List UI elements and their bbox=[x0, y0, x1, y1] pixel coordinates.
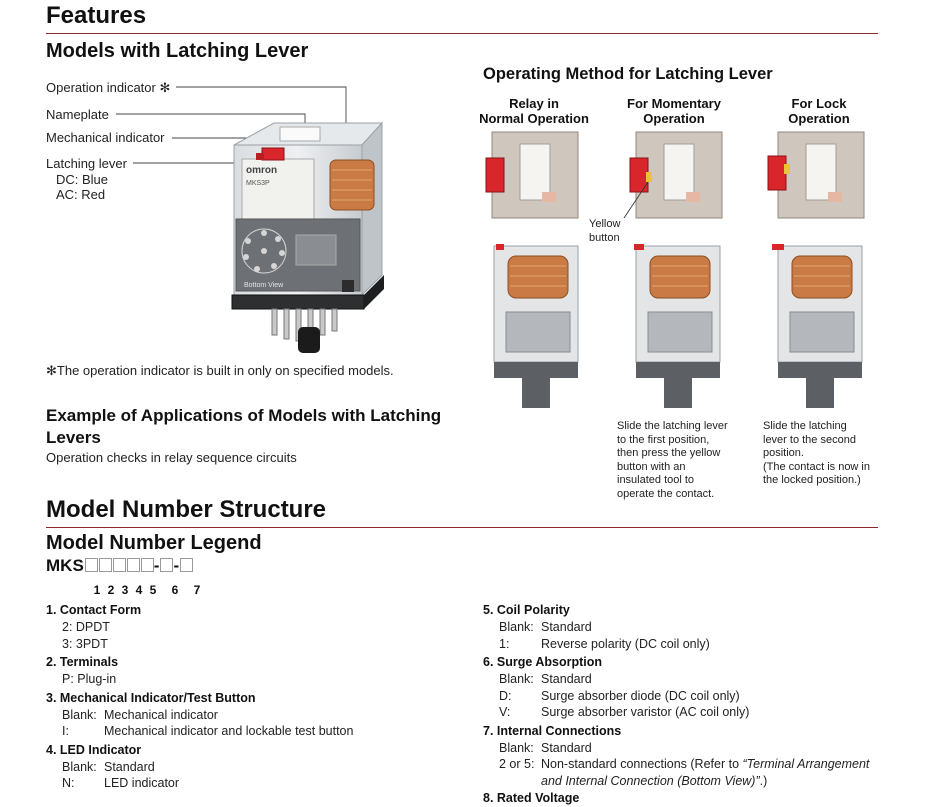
legend-meaning: Surge absorber diode (DC coil only) bbox=[541, 688, 740, 703]
legend-code: Blank: bbox=[499, 620, 534, 634]
legend-section-mechanical-indicator bbox=[46, 689, 466, 740]
legend-meaning: Mechanical indicator bbox=[104, 707, 218, 722]
code-box bbox=[113, 558, 126, 572]
code-digit: 2 bbox=[107, 583, 115, 597]
desc-lock-line: lever to the second bbox=[763, 433, 856, 446]
relay-side-views bbox=[486, 242, 886, 414]
internal-note-end: .) bbox=[759, 773, 768, 788]
desc-lock-line: (The contact is now in bbox=[763, 460, 870, 473]
code-digit: 4 bbox=[135, 583, 143, 597]
legend-item bbox=[483, 740, 903, 757]
code-box bbox=[85, 558, 98, 572]
legend-meaning: Standard bbox=[541, 620, 592, 634]
legend-code: V: bbox=[499, 705, 511, 719]
legend-code: N: bbox=[62, 776, 75, 790]
code-box bbox=[99, 558, 112, 572]
legend-heading: 1. Contact Form bbox=[46, 603, 142, 617]
model-code bbox=[46, 556, 193, 576]
col-normal-header bbox=[470, 96, 598, 126]
code-digit: 1 bbox=[93, 583, 101, 597]
operating-method-title: Operating Method for Latching Lever bbox=[483, 65, 773, 83]
legend-item bbox=[483, 688, 903, 705]
legend-meaning: LED indicator bbox=[104, 776, 180, 790]
col-momentary-header bbox=[610, 96, 738, 126]
legend-code: 1: bbox=[499, 636, 510, 651]
code-box bbox=[160, 558, 173, 572]
legend-meaning-wrap bbox=[541, 756, 881, 789]
callout-operation-indicator: Operation indicator ✻ bbox=[46, 80, 171, 95]
legend-heading: 7. Internal Connections bbox=[483, 723, 622, 738]
desc-lock-line: position. bbox=[763, 447, 804, 460]
desc-momentary bbox=[617, 420, 757, 502]
relay-brand-text: omron bbox=[246, 165, 278, 176]
col-lock-header bbox=[755, 96, 883, 126]
applications-title-line1: Example of Applications of Models with Latching bbox=[46, 406, 442, 425]
legend-heading: 5. Coil Polarity bbox=[483, 603, 570, 617]
desc-momentary-line: insulated tool to bbox=[617, 474, 695, 487]
legend-section-terminals bbox=[46, 653, 466, 688]
legend-heading: 3. Mechanical Indicator/Test Button bbox=[46, 690, 256, 705]
features-title: Features bbox=[46, 2, 147, 29]
legend-code: I: bbox=[62, 724, 69, 738]
legend-heading: 2. Terminals bbox=[46, 655, 119, 669]
legend-section-led-indicator bbox=[46, 741, 466, 792]
legend-right-column bbox=[483, 601, 903, 805]
desc-momentary-line: then press the yellow bbox=[617, 447, 721, 460]
desc-momentary-line: Slide the latching lever bbox=[617, 420, 728, 432]
legend-item bbox=[483, 671, 903, 688]
legend-item: P: Plug-in bbox=[62, 672, 117, 686]
desc-lock bbox=[763, 420, 903, 488]
legend-code: 2 or 5: bbox=[499, 757, 535, 771]
callout-ac-red: AC: Red bbox=[56, 187, 106, 202]
legend-meaning: Surge absorber varistor (AC coil only) bbox=[541, 705, 750, 719]
legend-meaning: Standard bbox=[104, 759, 155, 774]
desc-lock-line: Slide the latching bbox=[763, 420, 847, 432]
relay-main-image bbox=[222, 115, 392, 357]
relay-bottom-view-text: Bottom View bbox=[244, 282, 284, 289]
code-digit: 5 bbox=[149, 583, 157, 597]
col-momentary-head-1: For Momentary bbox=[627, 96, 721, 111]
legend-item bbox=[483, 619, 903, 636]
legend-heading: 4. LED Indicator bbox=[46, 742, 142, 757]
legend-item: 3: 3PDT bbox=[62, 636, 108, 651]
code-dash: - bbox=[173, 556, 180, 575]
legend-code: Blank: bbox=[499, 672, 534, 686]
legend-item: 2: DPDT bbox=[62, 620, 110, 634]
col-momentary-head-2: Operation bbox=[643, 111, 705, 126]
legend-heading-rated-voltage: 8. Rated Voltage bbox=[483, 791, 580, 805]
legend-section-coil-polarity bbox=[483, 601, 903, 652]
code-box bbox=[127, 558, 140, 572]
legend-left-column bbox=[46, 601, 466, 792]
relay-top-lock bbox=[768, 132, 864, 218]
legend-item bbox=[46, 775, 466, 792]
legend-meaning: Mechanical indicator and lockable test button bbox=[104, 724, 354, 738]
legend-item bbox=[46, 707, 466, 724]
legend-section-surge-absorption bbox=[483, 653, 903, 721]
callout-dc-blue: DC: Blue bbox=[56, 172, 109, 187]
applications-title-line2: Levers bbox=[46, 428, 101, 447]
code-box bbox=[141, 558, 154, 572]
relay-model-text: MKS3P bbox=[246, 180, 270, 187]
col-lock-head-1: For Lock bbox=[791, 96, 847, 111]
desc-momentary-line: to the first position, bbox=[617, 433, 710, 446]
legend-meaning: Standard bbox=[541, 672, 592, 686]
legend-item bbox=[483, 636, 903, 653]
code-digit: 6 bbox=[171, 583, 179, 597]
relay-top-views bbox=[486, 130, 886, 222]
yellow-button-line1: Yellow bbox=[589, 218, 621, 230]
code-digit: 7 bbox=[193, 583, 201, 597]
code-box bbox=[180, 558, 193, 572]
col-normal-head-1: Relay in bbox=[509, 96, 559, 111]
operation-indicator-footnote: ✻The operation indicator is built in only on specified models. bbox=[46, 363, 394, 378]
model-prefix: MKS bbox=[46, 556, 84, 575]
models-latching-title: Models with Latching Lever bbox=[46, 40, 309, 62]
callout-mechanical-indicator: Mechanical indicator bbox=[46, 130, 165, 145]
legend-section-internal-connections bbox=[483, 722, 903, 790]
callout-nameplate: Nameplate bbox=[46, 107, 109, 122]
legend-item bbox=[46, 723, 466, 740]
legend-heading: 6. Surge Absorption bbox=[483, 655, 602, 669]
legend-section-contact-form bbox=[46, 601, 466, 652]
internal-note-italic: “Terminal Arrangement and Internal Connection (Bottom View)” bbox=[541, 757, 870, 788]
desc-momentary-line: operate the contact. bbox=[617, 487, 715, 500]
applications-text: Operation checks in relay sequence circuits bbox=[46, 450, 297, 465]
legend-code: D: bbox=[499, 688, 512, 703]
legend-meaning: Reverse polarity (DC coil only) bbox=[541, 636, 710, 651]
legend-item bbox=[483, 756, 903, 789]
legend-item bbox=[46, 759, 466, 776]
relay-top-normal bbox=[486, 132, 578, 218]
yellow-button-line2: button bbox=[589, 231, 620, 244]
legend-meaning: Standard bbox=[541, 740, 592, 755]
desc-momentary-line: button with an bbox=[617, 460, 686, 473]
legend-code: Blank: bbox=[62, 759, 97, 774]
legend-item bbox=[483, 704, 903, 721]
callout-latching-lever: Latching lever bbox=[46, 156, 127, 171]
legend-code: Blank: bbox=[499, 740, 534, 755]
col-normal-head-2: Normal Operation bbox=[479, 111, 589, 126]
relay-side-lock bbox=[772, 244, 862, 408]
legend-meaning: Non-standard connections (Refer to bbox=[541, 757, 743, 771]
legend-code: Blank: bbox=[62, 707, 97, 722]
relay-side-normal bbox=[494, 244, 578, 408]
code-digits bbox=[90, 581, 204, 599]
relay-top-momentary bbox=[630, 132, 722, 218]
model-number-rule bbox=[46, 527, 878, 528]
desc-lock-line: the locked position.) bbox=[763, 474, 861, 487]
code-dash: - bbox=[153, 556, 160, 575]
relay-side-momentary bbox=[634, 244, 720, 408]
col-lock-head-2: Operation bbox=[788, 111, 850, 126]
model-number-title: Model Number Structure bbox=[46, 496, 327, 523]
model-legend-title: Model Number Legend bbox=[46, 532, 262, 554]
code-digit: 3 bbox=[121, 583, 129, 597]
